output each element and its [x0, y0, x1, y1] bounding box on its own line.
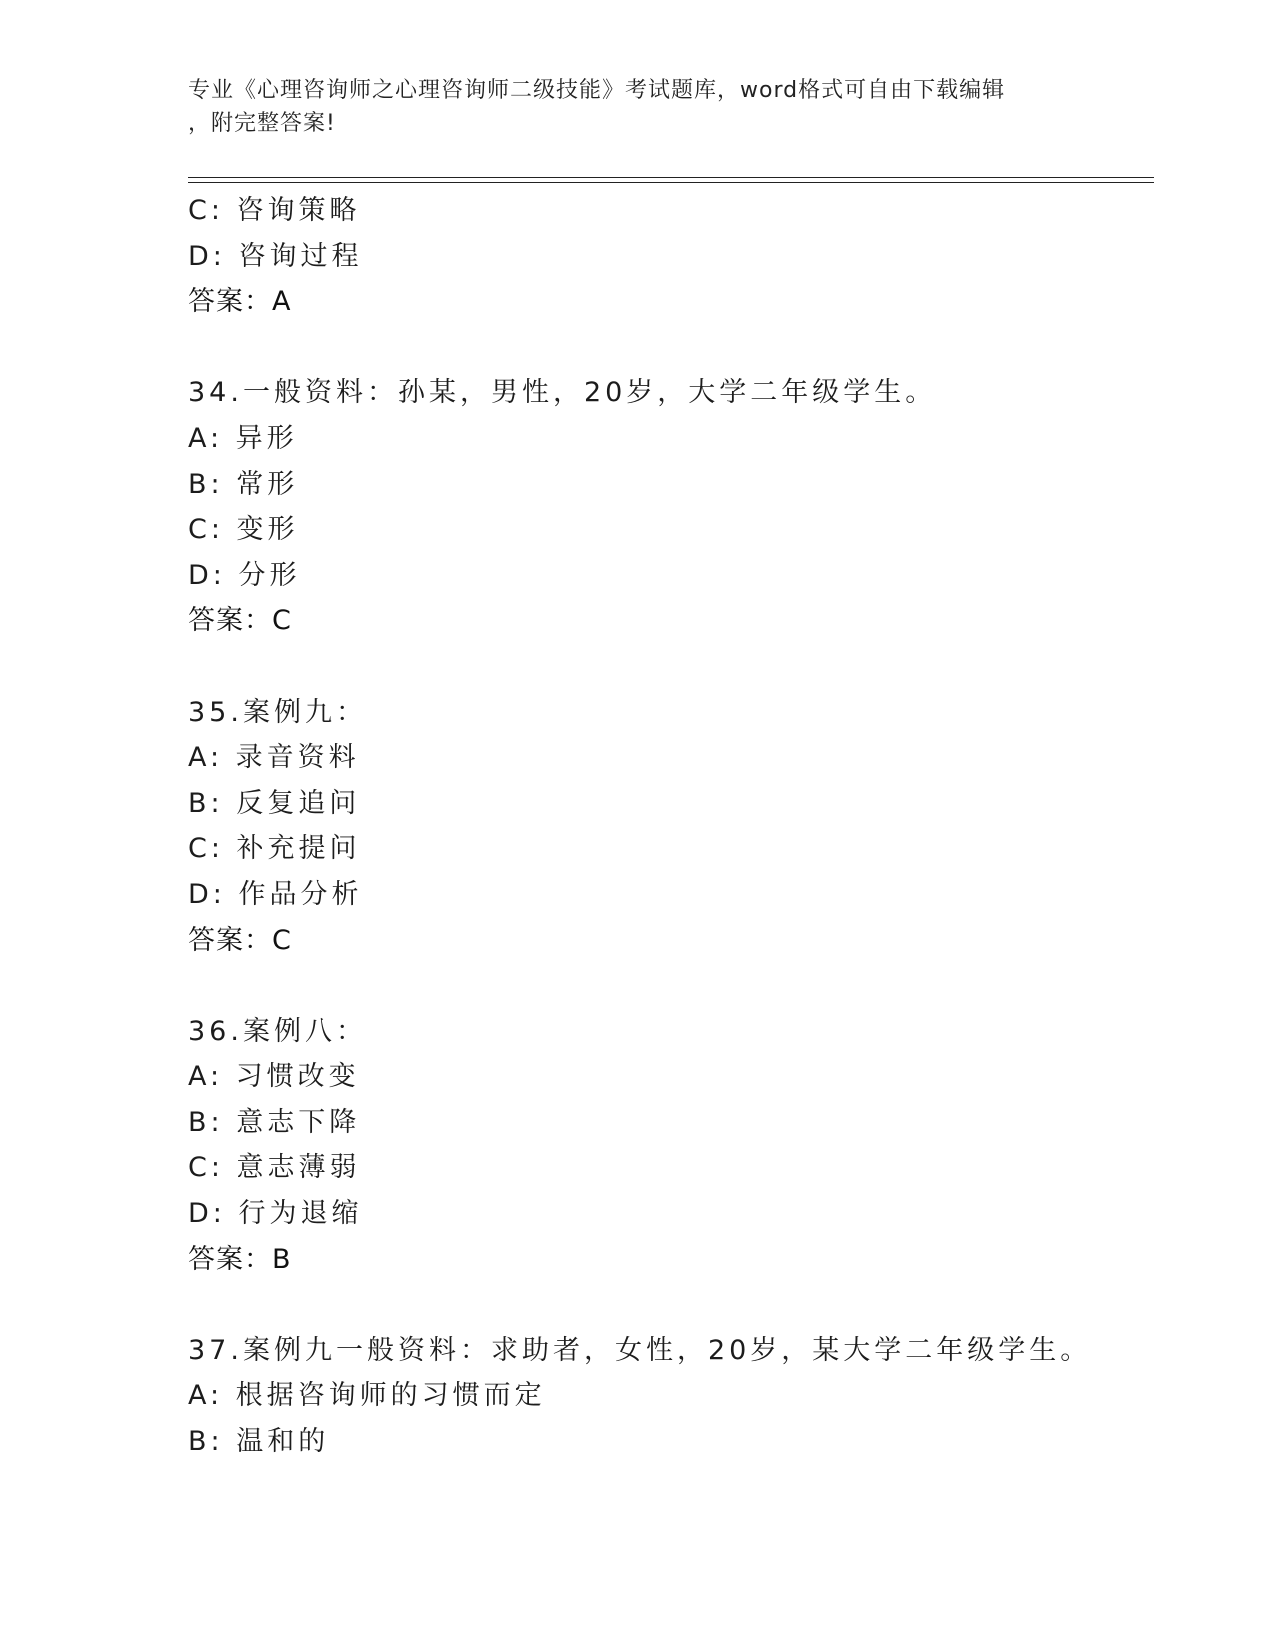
- text-line: B: 意志下降: [188, 1106, 361, 1138]
- text-line: 35.案例九：: [188, 696, 367, 728]
- text-line: B: 温和的: [188, 1426, 330, 1458]
- text-line: A: 根据咨询师的习惯而定: [188, 1380, 546, 1412]
- answer-line: 答案：C: [188, 924, 292, 956]
- header-line-2: ，附完整答案!: [188, 111, 336, 136]
- text-line: B: 反复追问: [188, 787, 361, 819]
- text-line: A: 异形: [188, 422, 298, 454]
- text-line: C: 咨询策略: [188, 195, 361, 226]
- text-line: C: 变形: [188, 514, 299, 546]
- spacer: [188, 963, 1148, 1009]
- text-line: A: 录音资料: [188, 742, 360, 774]
- spacer: [188, 644, 1148, 690]
- header-line-1: 专业《心理咨询师之心理咨询师二级技能》考试题库，word格式可自由下载编辑: [188, 78, 1006, 103]
- text-line: B: 常形: [188, 468, 299, 500]
- text-line: 37.案例九一般资料：求助者，女性，20岁，某大学二年级学生。: [188, 1334, 1092, 1366]
- text-line: D: 行为退缩: [188, 1198, 363, 1230]
- text-line: 34.一般资料：孙某，男性，20岁，大学二年级学生。: [188, 377, 937, 409]
- header-divider-bottom: [188, 182, 1154, 183]
- answer-line: 答案：B: [188, 1243, 292, 1275]
- text-line: A: 习惯改变: [188, 1061, 360, 1093]
- text-line: C: 意志薄弱: [188, 1152, 361, 1184]
- text-line: D: 咨询过程: [188, 240, 363, 272]
- document-header: [188, 74, 1088, 140]
- answer-line: 答案：A: [188, 286, 292, 318]
- text-line: D: 作品分析: [188, 878, 363, 910]
- spacer: [188, 1282, 1148, 1328]
- spacer: [188, 325, 1148, 371]
- header-divider-top: [188, 177, 1154, 178]
- question-list: [188, 188, 1148, 1465]
- answer-line: 答案：C: [188, 605, 292, 637]
- text-line: D: 分形: [188, 559, 301, 591]
- text-line: 36.案例八：: [188, 1015, 367, 1047]
- text-line: C: 补充提问: [188, 833, 361, 865]
